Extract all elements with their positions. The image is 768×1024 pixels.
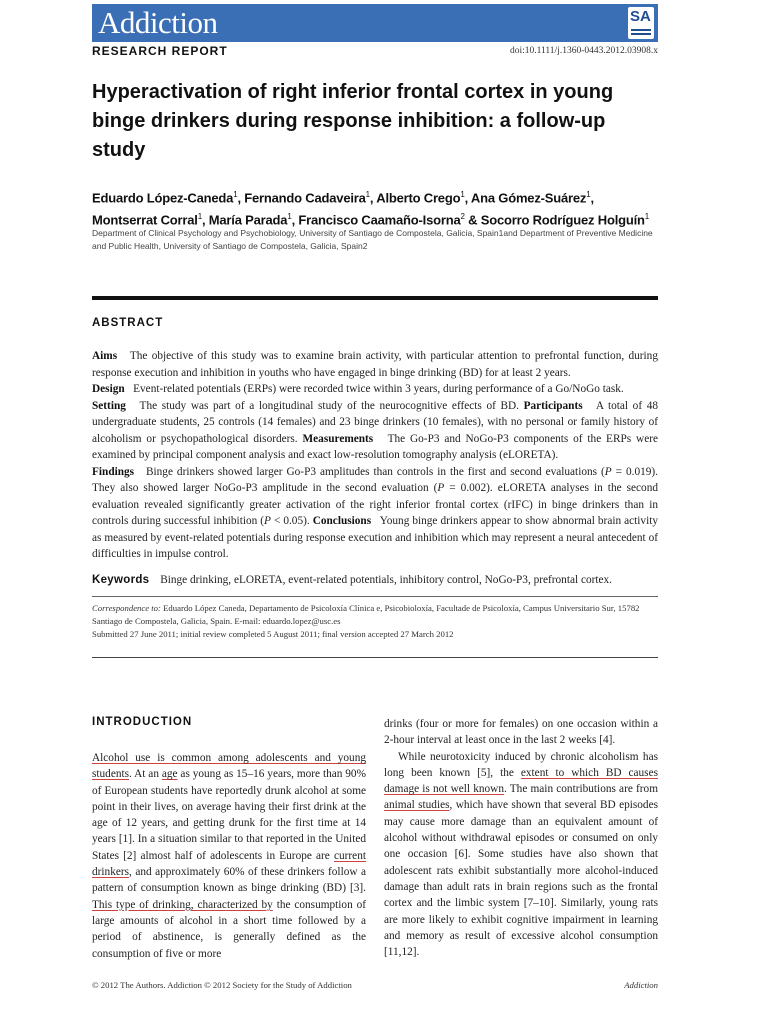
- affiliations: Department of Clinical Psychology and Psychobiology, University of Santiago de Compostela, Galicia, Spain1and Department of Preventive Medicine and Public Health, University of Santiago de Compostela, Galicia, Spain2: [92, 228, 653, 251]
- keywords-text: Binge drinking, eLORETA, event-related potentials, inhibitory control, NoGo-P3, prefrontal cortex.: [160, 574, 613, 586]
- introduction-paragraph-continued: drinks (four or more for females) on one occasion within a 2-hour interval at least once in the last 2 weeks [4]. While neurotoxicity induced by chronic alcoholism has long been known [5], the extent to which BD causes damage is not well known. The main contributions are from animal studies, which have shown that several BD episodes may cause more damage than an equivalent amount of alcohol without withdrawal episodes or consumed on only one occasion [6]. Some studies have also shown that adolescent rats exhibit substantially more alcohol-induced damage than adult rats in brain regions such as the frontal cortex and the limbic system [7–10]. Similarly, young rats are more likely to exhibit cognitive impairment in learning and memory as result of excessive alcohol consumption [11,12].: [384, 718, 658, 959]
- highlighted-text[interactable]: current drinkers: [92, 849, 366, 879]
- author-name[interactable]: Francisco Caamaño-Isorna: [298, 212, 461, 228]
- highlighted-text[interactable]: age: [161, 768, 178, 781]
- journal-name: Addiction: [98, 5, 218, 40]
- author-list: Eduardo López-Caneda$^1$, Fernando Cadaveira$^1$, Alberto Crego$^1$, Ana Gómez-Suárez$^1$, Montserrat Corral$^1$, María Parada$^1$, Francisco Caamaño-Isorna$^2$ & Socorro Rodríguez Holguín$^1$: [92, 190, 649, 228]
- author-name[interactable]: Fernando Cadaveira: [244, 190, 366, 206]
- journal-banner: [92, 4, 658, 42]
- divider: [92, 596, 658, 597]
- abstract-heading: ABSTRACT: [92, 317, 164, 329]
- highlighted-text[interactable]: Alcohol use is common among adolescents and young students: [92, 752, 366, 781]
- society-logo-icon: [628, 7, 654, 39]
- keywords: [92, 572, 658, 588]
- correspondence: Correspondence to: Eduardo López Caneda, Departamento de Psicoloxía Clínica e, Psicobioloxía, Facultade de Psicoloxía, Campus Universitario Sur, 15782 Santiago de Compostela, Galicia, Spain. E-mail: eduardo.lopez@usc.es Submitted 27 June 2011; initial review completed 5 August 2011; final version accepted 27 March 2012: [92, 603, 640, 639]
- author-name[interactable]: Alberto Crego: [376, 190, 461, 206]
- author-name[interactable]: Ana Gómez-Suárez: [470, 190, 587, 206]
- author-name[interactable]: María Parada: [208, 212, 288, 228]
- society-logo-letters: SA: [630, 8, 651, 25]
- section-type: RESEARCH REPORT: [92, 44, 228, 58]
- introduction-paragraph: Alcohol use is common among adolescents and young students. At an age as young as 15–16 years, more than 90% of European students have reportedly drunk alcohol at some point in their lives, on average having their first drink at the age of 12 years, and getting drunk for the first time at 14 years [1]. In a situation similar to that reported in the United States [2] almost half of adolescents in Europe are current drinkers, and approximately 60% of these drinkers follow a pattern of consumption known as binge drinking (BD) [3]. This type of drinking, characterized by the consumption of large amounts of alcohol in a short time followed by a period of abstinence, is generally defined as the consumption of five or more: [92, 752, 366, 960]
- divider: [92, 657, 658, 658]
- submission-history: Submitted 27 June 2011; initial review completed 5 August 2011; final version accepted 27 March 2012: [92, 629, 454, 639]
- header-divider: [92, 296, 658, 300]
- author-name[interactable]: Socorro Rodríguez Holguín: [480, 212, 645, 228]
- footer-journal: Addiction: [624, 980, 658, 990]
- author-name[interactable]: Montserrat Corral: [92, 212, 198, 228]
- article-title: Hyperactivation of right inferior frontal cortex in young binge drinkers during response inhibition: a follow-up study: [92, 81, 614, 161]
- footer-copyright: © 2012 The Authors. Addiction © 2012 Society for the Study of Addiction: [92, 980, 352, 990]
- abstract-body: Aims The objective of this study was to examine brain activity, with particular attention to prefrontal function, during response execution and inhibition in youths who have engaged in binge drinking (BD) for at least 2 years. Design Event-related potentials (ERPs) were recorded twice within 3 years, during performance of a Go/NoGo task. Setting The study was part of a longitudinal study of the neurocognitive effects of BD. Participants A total of 48 undergraduate students, 25 controls (14 females) and 23 binge drinkers (10 females), with no personal or family history of alcoholism or psychopathological disorders. Measurements The Go-P3 and NoGo-P3 components of the ERPs were examined by principal component analysis and exact low-resolution tomography analysis (eLORETA). Findings Binge drinkers showed larger Go-P3 amplitudes than controls in the first and second evaluations (P = 0.019). They also showed larger NoGo-P3 amplitude in the second evaluation (P = 0.002). eLORETA analyses in the second evaluation revealed significantly greater activation of the right inferior frontal cortex (rIFC) in binge drinkers than in controls during successful inhibition (P < 0.05). Conclusions Young binge drinkers appear to show abnormal brain activity as measured by event-related potentials during response execution and inhibition which may represent a neural antecedent of difficulties in impulse control.: [92, 350, 659, 560]
- column-right: [384, 716, 658, 960]
- doi[interactable]: doi:10.1111/j.1360-0443.2012.03908.x: [509, 46, 658, 56]
- highlighted-text[interactable]: animal studies: [384, 799, 450, 812]
- highlighted-text[interactable]: extent to which BD causes damage is not well known: [384, 766, 658, 796]
- column-left: [92, 716, 366, 962]
- keywords-label: Keywords: [92, 574, 150, 586]
- introduction-heading: INTRODUCTION: [92, 716, 193, 728]
- highlighted-text[interactable]: This type of drinking, characterized by: [92, 898, 273, 911]
- author-name[interactable]: Eduardo López-Caneda: [92, 190, 234, 206]
